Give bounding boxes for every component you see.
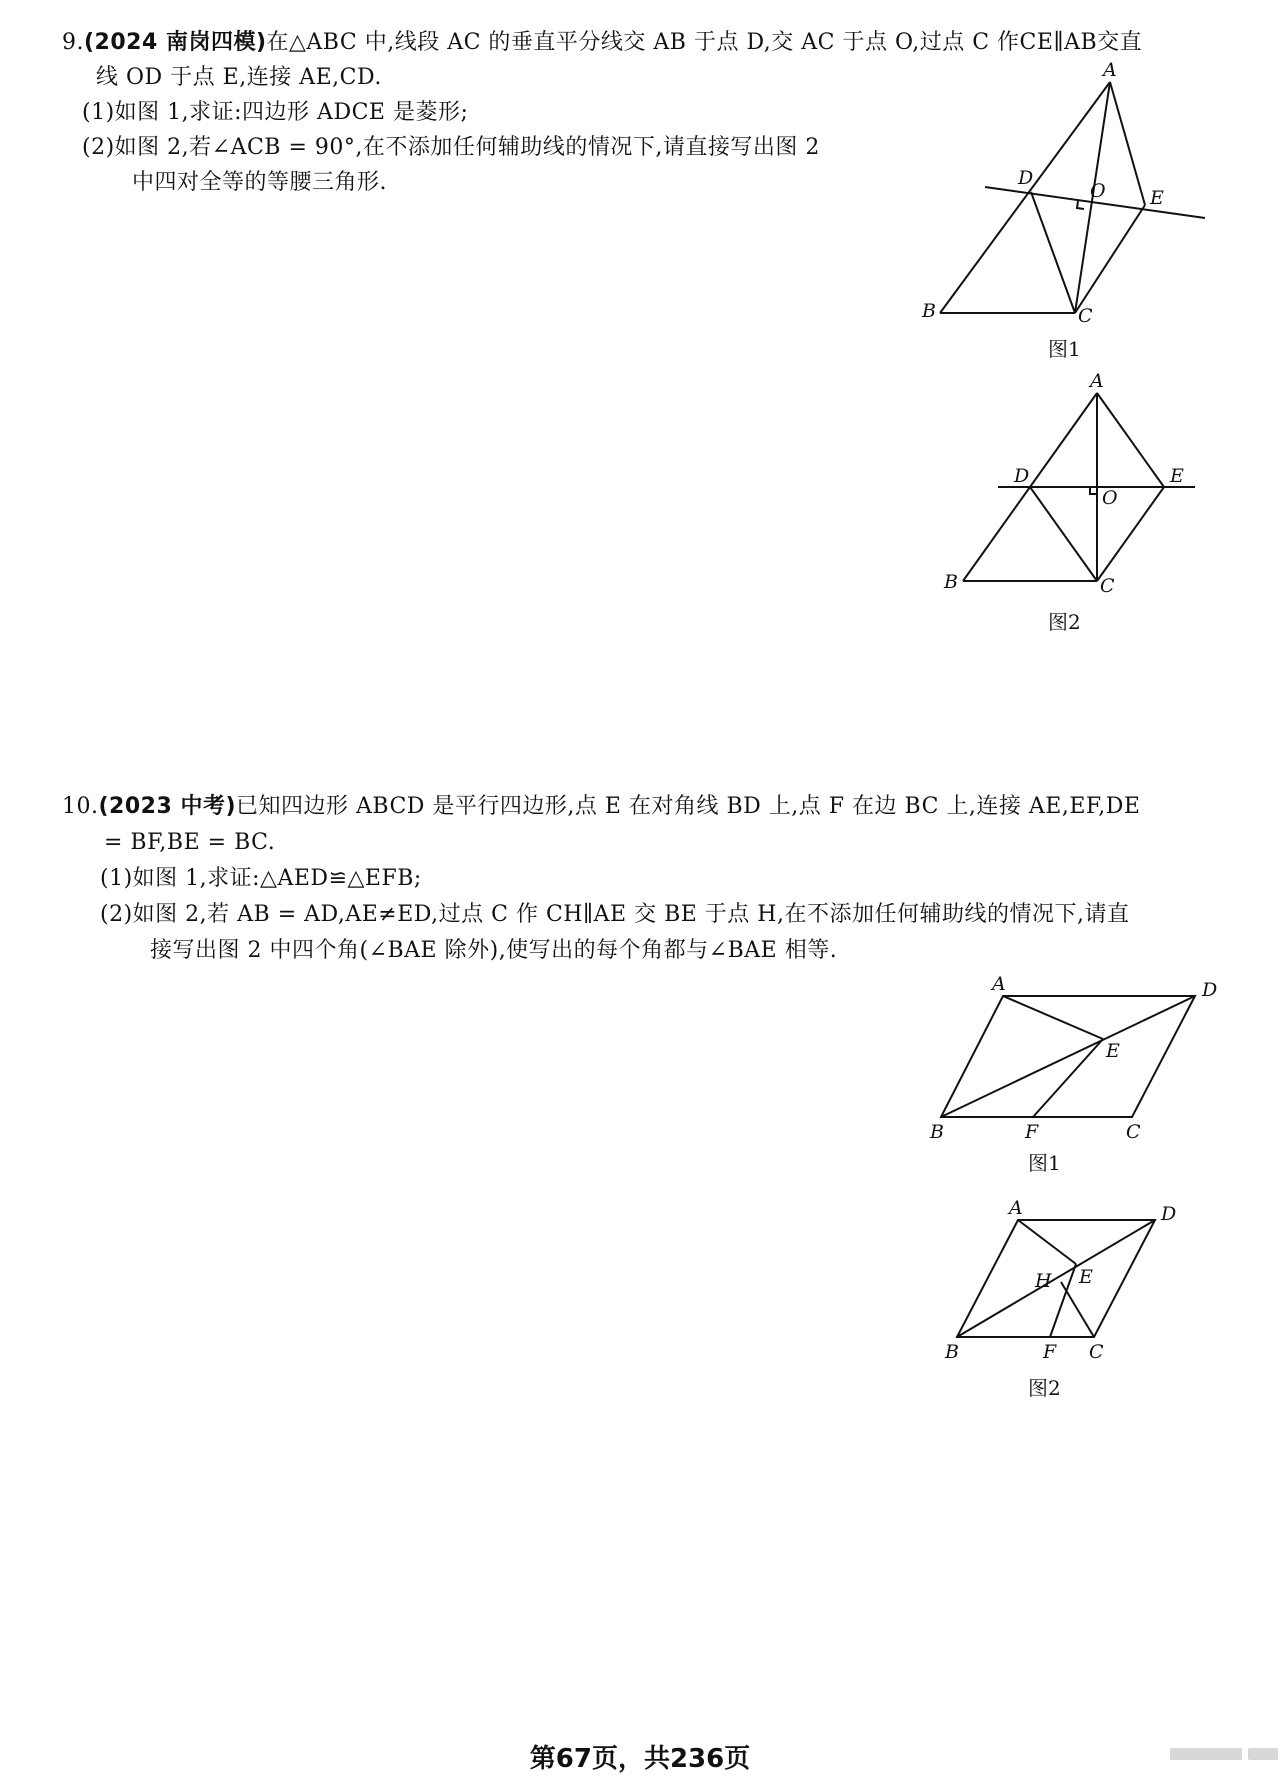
segment-cd: [1031, 192, 1075, 313]
q10-part2-line2: 接写出图 2 中四个角(∠BAE 除外),使写出的每个角都与∠BAE 相等.: [150, 938, 838, 963]
q10-source: (2023 中考): [98, 794, 236, 819]
label-a: A: [1090, 370, 1104, 392]
q9-part2-line1: (2)如图 2,若∠ACB = 90°,在不添加任何辅助线的情况下,请直接写出图 2: [82, 135, 820, 160]
segment-ae: [1003, 996, 1103, 1039]
q10-figure-1-caption: 图1: [1028, 1151, 1061, 1175]
label-a: A: [992, 973, 1006, 995]
q9-part2-line2: 中四对全等的等腰三角形.: [132, 170, 387, 195]
label-d: D: [1018, 167, 1034, 189]
label-f: F: [1043, 1341, 1057, 1363]
page-indicator: 第67页，共236页: [529, 1744, 751, 1774]
q10-figure-2-caption: 图2: [1028, 1376, 1061, 1400]
label-b: B: [930, 1121, 944, 1143]
q10-figure-1: [920, 970, 1220, 1150]
label-b: B: [945, 1341, 959, 1363]
right-angle-mark: [1077, 201, 1084, 209]
q10-line2: = BF,BE = BC.: [104, 830, 276, 855]
q9-line2: 线 OD 于点 E,连接 AE,CD.: [96, 65, 382, 90]
q9-part1: (1)如图 1,求证:四边形 ADCE 是菱形;: [82, 100, 469, 125]
label-o: O: [1102, 487, 1118, 509]
label-e: E: [1170, 465, 1184, 487]
q9-figure-2: [920, 370, 1210, 610]
bar-segment: [1170, 1748, 1242, 1760]
segment-ae: [1110, 82, 1145, 205]
label-o: O: [1090, 180, 1106, 202]
label-f: F: [1025, 1121, 1039, 1143]
q9-source: (2024 南岗四模): [84, 30, 267, 55]
q9-figure-1-caption: 图1: [1048, 337, 1081, 361]
label-e: E: [1079, 1266, 1093, 1288]
segment-ce: [1075, 205, 1145, 313]
q10-line1: [62, 792, 1140, 822]
segment-ch: [1061, 1282, 1094, 1337]
label-b: B: [922, 300, 936, 322]
label-c: C: [1126, 1121, 1141, 1143]
bar-segment: [1248, 1748, 1278, 1760]
label-a: A: [1103, 59, 1117, 81]
label-d: D: [1161, 1203, 1177, 1225]
label-d: D: [1202, 979, 1218, 1001]
q9-figure-2-caption: 图2: [1048, 610, 1081, 634]
segment-cd: [1030, 487, 1097, 581]
label-e: E: [1106, 1040, 1120, 1062]
q10-part2-line1: (2)如图 2,若 AB = AD,AE≠ED,过点 C 作 CH∥AE 交 BE 于点 H,在不添加任何辅助线的情况下,请直: [100, 902, 1130, 927]
q9-line1: [62, 28, 1142, 58]
q10-figure-2: [935, 1195, 1195, 1375]
label-c: C: [1078, 305, 1093, 327]
label-a: A: [1009, 1197, 1023, 1219]
q10-stem: 已知四边形 ABCD 是平行四边形,点 E 在对角线 BD 上,点 F 在边 BC 上,连接 AE,EF,DE: [236, 794, 1141, 819]
label-h: H: [1035, 1270, 1052, 1292]
q10-number: 10.: [62, 794, 99, 819]
label-e: E: [1150, 187, 1164, 209]
diagonal-bd: [941, 996, 1195, 1117]
segment-ef: [1033, 1039, 1103, 1117]
label-c: C: [1100, 575, 1115, 597]
q10-part1: (1)如图 1,求证:△AED≌△EFB;: [100, 866, 422, 891]
q9-figure-1: [900, 60, 1220, 330]
segment-ab: [940, 82, 1110, 313]
q9-number: 9.: [62, 30, 84, 55]
label-b: B: [944, 571, 958, 593]
segment-ae: [1018, 1220, 1076, 1264]
label-d: D: [1014, 465, 1030, 487]
segment-ae: [1097, 393, 1164, 487]
right-angle-mark: [1090, 487, 1097, 494]
label-c: C: [1089, 1341, 1104, 1363]
q9-stem: 在△ABC 中,线段 AC 的垂直平分线交 AB 于点 D,交 AC 于点 O,过点 C 作CE∥AB交直: [266, 30, 1143, 55]
